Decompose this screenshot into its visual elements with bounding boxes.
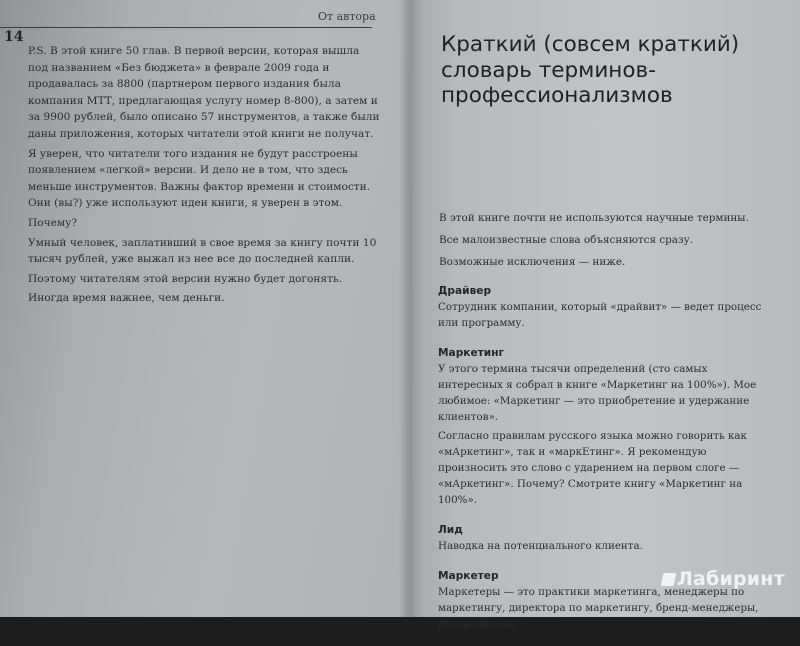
term-definition xyxy=(438,538,772,554)
term-definition xyxy=(438,299,772,331)
term-name: Драйвер xyxy=(438,285,492,297)
watermark-logo-icon xyxy=(661,573,677,586)
watermark xyxy=(662,568,785,590)
left-page xyxy=(0,0,411,617)
definition-paragraph: Сотрудник компании, который «драйвит» — ведет процесс или программу. xyxy=(438,301,762,329)
glossary-intro xyxy=(439,210,769,275)
right-page xyxy=(411,0,800,630)
title-line: словарь терминов- xyxy=(441,57,656,83)
term-name: Маркетинг xyxy=(438,347,505,359)
term-name: Лид xyxy=(438,524,463,536)
paragraph: Я уверен, что читатели того издания не будут расстроены появлением «легкой» версии. И дело не в том, что здесь меньше инструментов. Важны фактор времени и стоимости. Они (вы?) уже используют идеи книги, я уверен в этом. xyxy=(28,147,371,210)
chapter-title xyxy=(441,32,771,109)
term-definition xyxy=(438,361,772,508)
page-number: 14 xyxy=(4,29,24,45)
term-name: Маркетер xyxy=(438,570,499,582)
title-line: Краткий (совсем краткий) xyxy=(441,32,740,57)
title-line: профессионализмов xyxy=(441,83,673,108)
glossary-list xyxy=(438,283,772,646)
definition-paragraph: Наводка на потенциального клиента. xyxy=(438,540,643,552)
definition-paragraph: Согласно правилам русского языка можно говорить как «мАркетинг», так и «маркЕтинг». Я рекомендую произносить это слово с ударением на первом слоге — «мАркетинг». Почему? Смотрите книгу «Маркетинг на 100%». xyxy=(438,430,747,506)
glossary-entry xyxy=(438,522,772,554)
glossary-entry xyxy=(438,345,772,508)
paragraph: P.S. В этой книге 50 глав. В первой версии, которая вышла под названием «Без бюджета» в феврале 2009 года и продавалась за 8800 (партнером первого издания была компания МТТ, предлагающая услугу номер 8-800), а затем и за 9900 рублей, было описано 57 инструментов, а также были даны приложения, которых читатели этой книги не получат. xyxy=(28,45,380,140)
paragraph: Почему? xyxy=(28,216,78,229)
paragraph: Поэтому читателям этой версии нужно будет догонять. xyxy=(28,272,343,285)
definition-paragraph: Маркетеры — это практики маркетинга, менеджеры по маркетингу, директора по маркетингу, бренд-менеджеры, руководители xyxy=(438,586,759,630)
paragraph: Иногда время важнее, чем деньги. xyxy=(28,292,225,305)
running-head: От автора xyxy=(318,10,376,23)
term-definition xyxy=(438,584,772,632)
definition-paragraph: У этого термина тысячи определений (сто самых интересных я собрал в книге «Маркетинг на 100%»). Мое любимое: «Маркетинг — это приобретение и удержание клиентов». xyxy=(438,363,757,423)
glossary-entry xyxy=(438,283,772,331)
header-rule xyxy=(0,27,372,28)
paragraph: Умный человек, заплативший в свое время за книгу почти 10 тысяч рублей, уже выжал из нее все до последней капли. xyxy=(28,236,377,266)
intro-line: Возможные исключения — ниже. xyxy=(439,255,626,268)
watermark-text: Лабиринт xyxy=(677,568,785,590)
left-page-body xyxy=(28,43,380,310)
intro-line: В этой книге почти не используются научные термины. xyxy=(439,212,749,224)
intro-line: Все малоизвестные слова объясняются сразу. xyxy=(439,233,694,246)
